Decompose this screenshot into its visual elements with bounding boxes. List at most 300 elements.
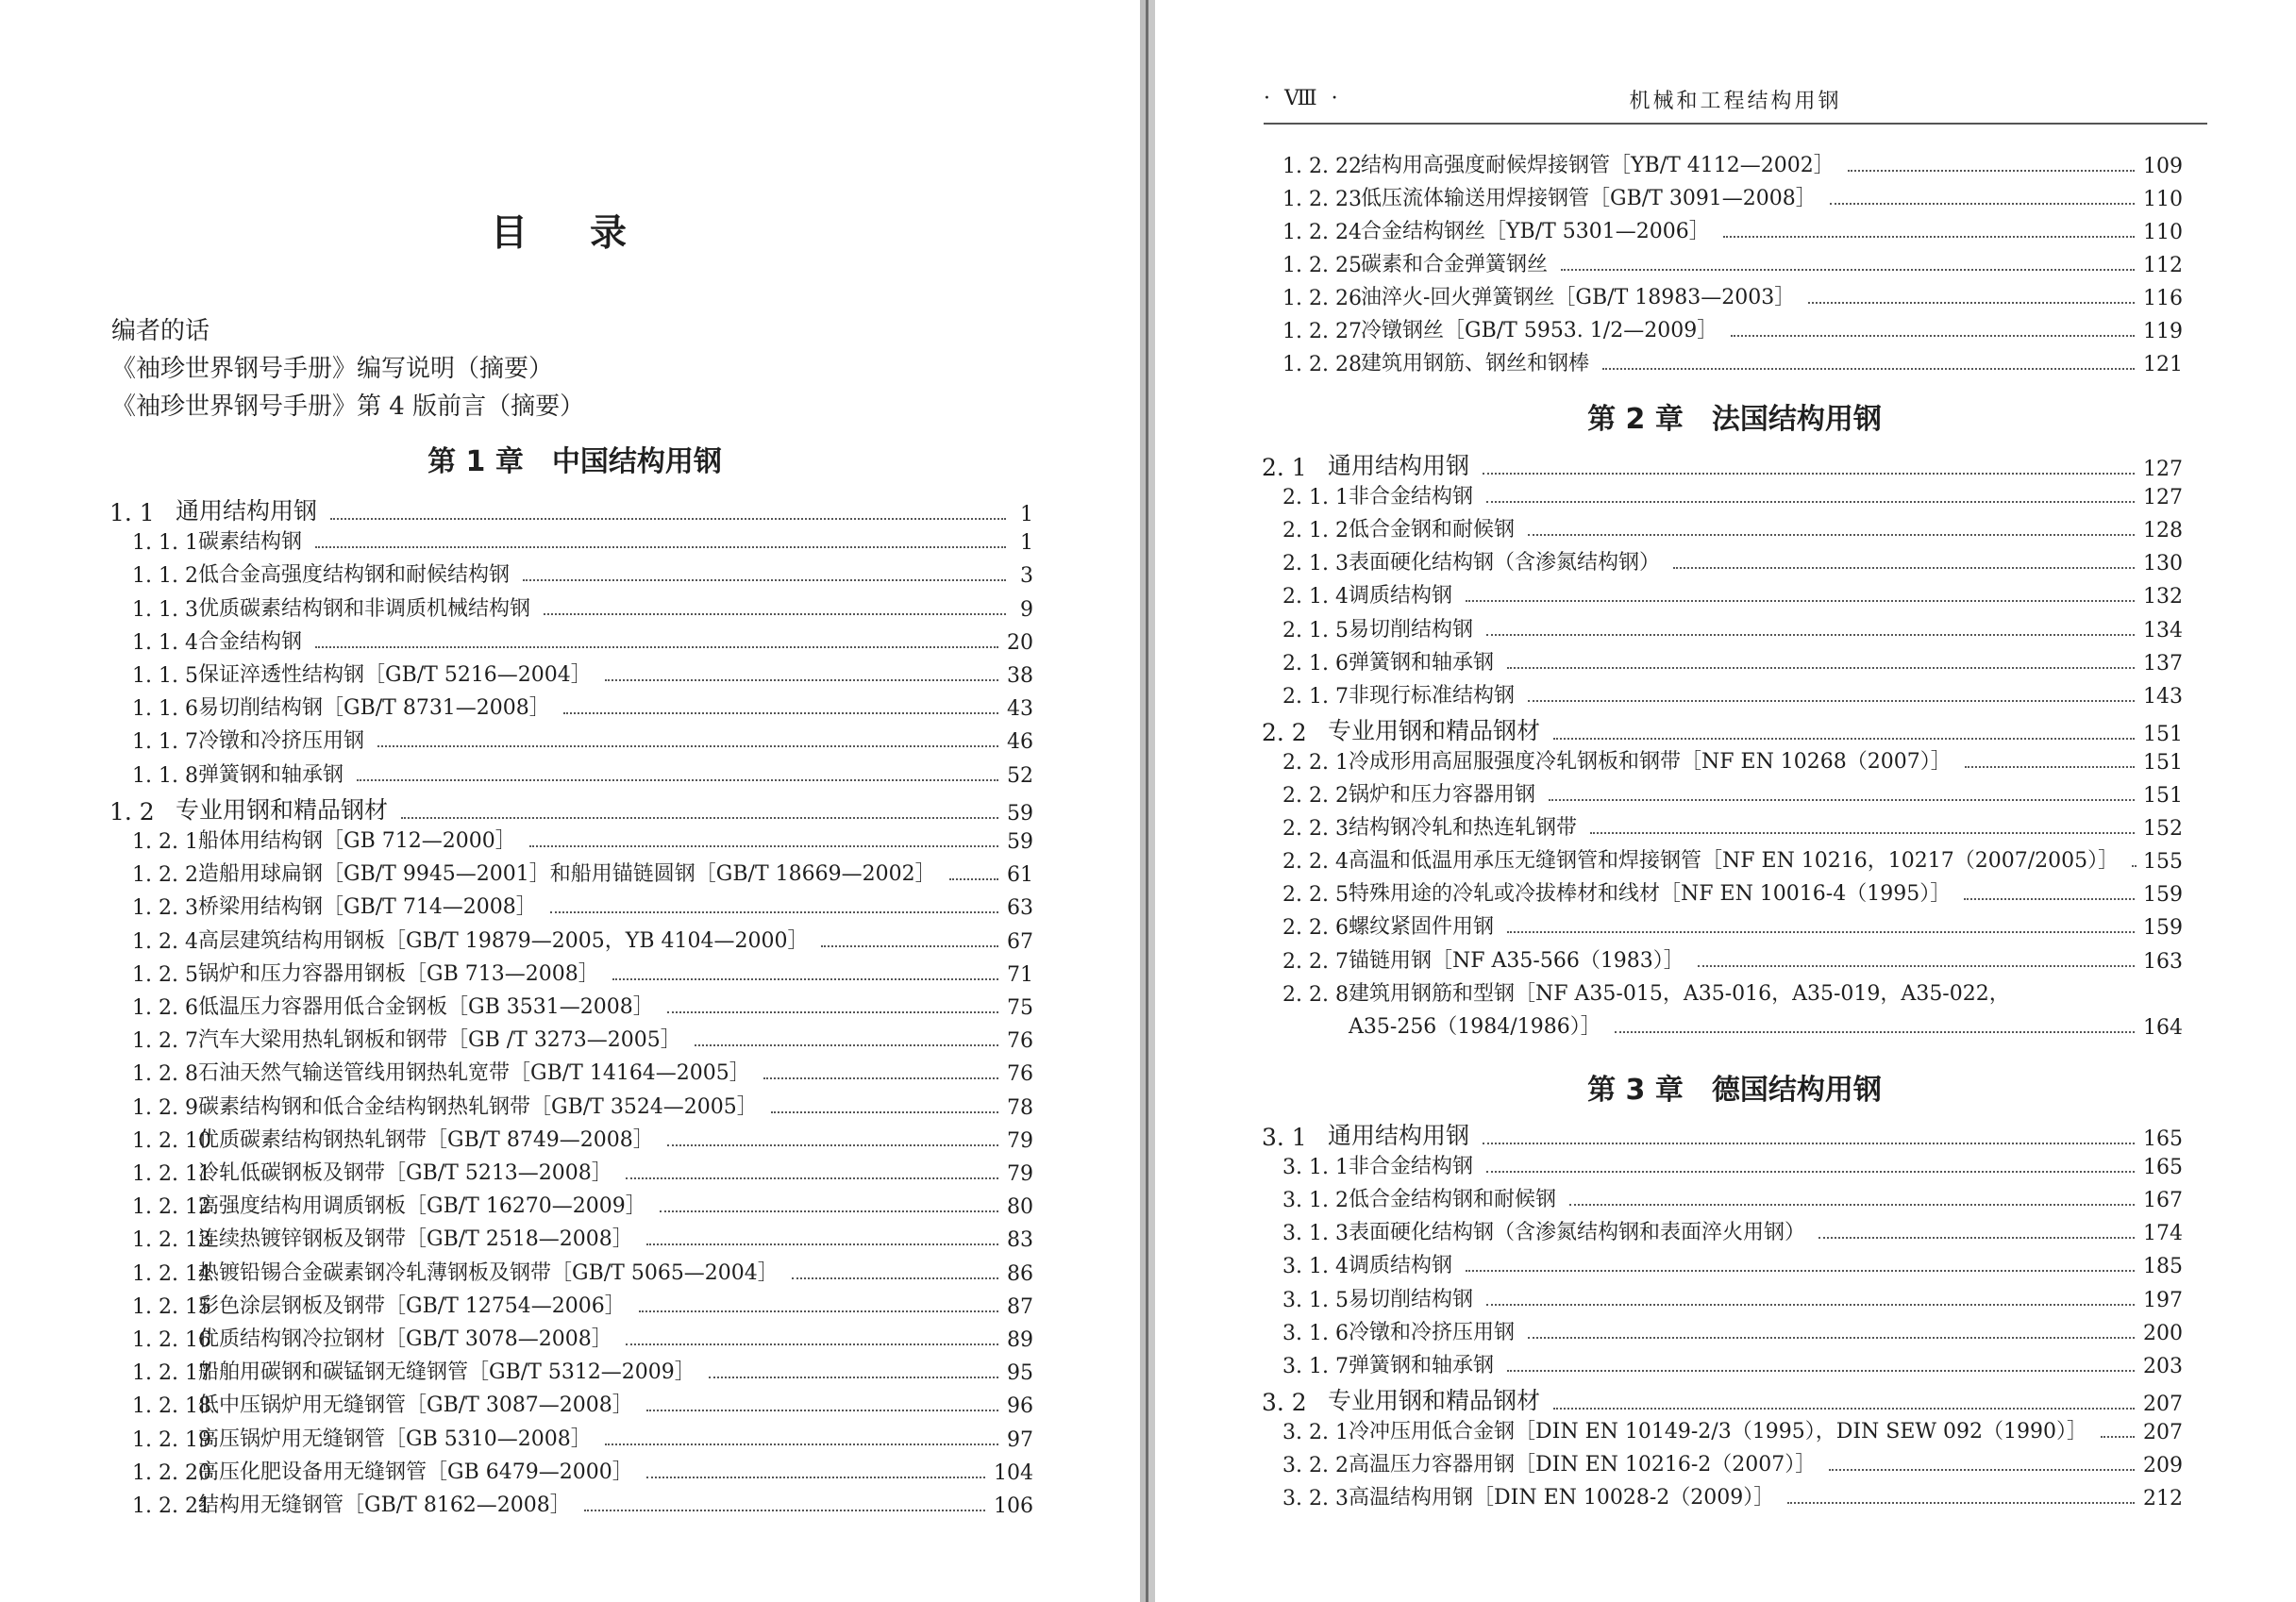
dot-leader <box>1590 832 2135 834</box>
toc-subsection-entry[interactable] <box>1282 613 2183 642</box>
toc-subsection-entry[interactable] <box>1282 1183 2183 1212</box>
toc-entry-number: 1. 2. 16 <box>132 1328 211 1352</box>
toc-entry-title: 造船用球扁钢［GB/T 9945—2001］和船用锚链圆钢［GB/T 18669—2002］ <box>198 862 936 887</box>
toc-subsection-entry[interactable] <box>1282 977 2183 1007</box>
toc-subsection-entry[interactable] <box>1282 182 2183 211</box>
toc-subsection-entry[interactable] <box>132 526 1033 555</box>
toc-page-number: 209 <box>2143 1454 2183 1477</box>
dot-leader <box>2101 1436 2135 1438</box>
toc-subsection-entry[interactable] <box>132 891 1033 920</box>
toc-entry-number: 1. 1. 7 <box>132 730 198 755</box>
toc-page-number: 106 <box>994 1494 1033 1518</box>
toc-subsection-entry[interactable] <box>132 1257 1033 1286</box>
toc-section-entry[interactable] <box>1262 1382 2183 1416</box>
toc-entry-title: 低温压力容器用低合金钢板［GB 3531—2008］ <box>198 995 654 1019</box>
toc-entry-title: A35-256（1984/1986）］ <box>1349 1014 1601 1039</box>
toc-subsection-entry[interactable] <box>1282 877 2183 907</box>
toc-entry-number: 1. 1. 2 <box>132 564 198 589</box>
toc-entry-number: 3. 1. 4 <box>1282 1255 1349 1279</box>
toc-subsection-entry[interactable] <box>132 692 1033 721</box>
toc-entry-number: 2. 2. 8 <box>1282 982 1349 1007</box>
toc-page-number: 116 <box>2143 287 2183 310</box>
toc-entry-number: 1. 2. 19 <box>132 1427 211 1452</box>
toc-page-number: 1 <box>1020 503 1033 526</box>
toc-page-number: 20 <box>1007 630 1033 655</box>
toc-entry-title: 彩色涂层钢板及钢带［GB/T 12754—2006］ <box>198 1293 626 1318</box>
toc-entry-number: 3. 2 <box>1262 1388 1307 1416</box>
dot-leader <box>1808 302 2135 304</box>
toc-entry-number: 2. 1. 6 <box>1282 651 1349 676</box>
toc-page-number: 76 <box>1007 1062 1033 1087</box>
toc-section-entry[interactable] <box>109 792 1033 826</box>
toc-subsection-entry[interactable] <box>1282 347 2183 376</box>
toc-page-number: 110 <box>2143 188 2183 211</box>
dot-leader <box>1466 600 2135 602</box>
toc-page-number: 75 <box>1007 996 1033 1020</box>
toc-subsection-entry[interactable] <box>132 1356 1033 1385</box>
toc-entry-number: 2. 2. 4 <box>1282 850 1349 875</box>
toc-entry-number: 1. 2. 24 <box>1282 221 1362 244</box>
toc-page-number: 207 <box>2143 1420 2183 1444</box>
toc-entry-number: 1. 2. 20 <box>132 1460 211 1485</box>
toc-page-number: 134 <box>2143 618 2183 642</box>
toc-subsection-entry[interactable] <box>1282 1316 2183 1345</box>
toc-subsection-entry[interactable] <box>132 825 1033 854</box>
toc-subsection-entry[interactable] <box>132 559 1033 588</box>
toc-subsection-entry[interactable] <box>132 1223 1033 1252</box>
toc-section-entry[interactable] <box>1262 1117 2183 1151</box>
dot-leader <box>639 1310 998 1312</box>
dot-leader <box>550 911 998 913</box>
toc-entry-title: 高温压力容器用钢［DIN EN 10216-2（2007）］ <box>1349 1453 1817 1477</box>
preface-editor-note[interactable]: 编者的话 <box>111 317 210 345</box>
dot-leader <box>1561 269 2135 271</box>
header-page-number: · Ⅷ · <box>1264 87 1342 110</box>
toc-entry-title: 低中压锅炉用无缝钢管［GB/T 3087—2008］ <box>198 1393 633 1418</box>
toc-entry-title: 结构钢冷轧和热连轧钢带 <box>1349 816 1578 841</box>
toc-entry-number: 1. 1. 4 <box>132 630 198 655</box>
toc-entry-number: 3. 2. 2 <box>1282 1454 1349 1477</box>
toc-page-number: 83 <box>1007 1228 1033 1253</box>
dot-leader <box>401 817 998 819</box>
toc-entry-title: 冷镦和冷挤压用钢 <box>1349 1320 1516 1344</box>
toc-page-number: 110 <box>2143 221 2183 244</box>
toc-entry-title: 高强度结构用调质钢板［GB/T 16270—2009］ <box>198 1194 646 1219</box>
dot-leader <box>1673 567 2135 569</box>
toc-subsection-entry[interactable] <box>132 725 1033 754</box>
toc-entry-number: 2. 1. 5 <box>1282 618 1349 642</box>
toc-entry-number: 3. 1. 6 <box>1282 1321 1349 1345</box>
toc-entry-title: 低合金结构钢和耐候钢 <box>1349 1188 1557 1212</box>
toc-entry-title: 冷轧低碳钢板及钢带［GB/T 5213—2008］ <box>198 1161 612 1185</box>
dot-leader <box>1528 534 2135 536</box>
toc-entry-number: 2. 1 <box>1262 454 1307 481</box>
toc-page-number: 97 <box>1007 1427 1033 1452</box>
dot-leader <box>605 679 998 681</box>
toc-entry-title: 非合金结构钢 <box>1349 485 1474 509</box>
toc-entry-title: 专业用钢和精品钢材 <box>176 795 389 824</box>
toc-subsection-entry[interactable] <box>1282 215 2183 244</box>
dot-leader <box>709 1377 998 1378</box>
toc-entry-number: 1. 2. 11 <box>132 1162 211 1186</box>
toc-subsection-entry[interactable] <box>132 925 1033 954</box>
dot-leader <box>763 1077 998 1079</box>
toc-subsection-entry[interactable] <box>132 592 1033 622</box>
toc-subsection-entry[interactable] <box>1282 910 2183 940</box>
toc-entry-title: 螺纹紧固件用钢 <box>1349 915 1495 940</box>
toc-entry-number: 1. 2. 17 <box>132 1361 211 1386</box>
preface-compile-notes[interactable]: 《袖珍世界钢号手册》编写说明（摘要） <box>111 355 554 383</box>
dot-leader <box>315 546 1006 548</box>
dot-leader <box>1723 236 2135 238</box>
toc-page-number: 155 <box>2143 850 2183 875</box>
toc-page-number: 203 <box>2143 1354 2183 1378</box>
toc-section-entry[interactable] <box>1262 447 2183 481</box>
dot-leader <box>821 945 998 947</box>
toc-entry-number: 1. 1 <box>109 499 155 526</box>
toc-page-number: 163 <box>2143 949 2183 974</box>
dot-leader <box>695 1044 998 1046</box>
toc-subsection-entry[interactable] <box>1282 844 2183 874</box>
toc-subsection-entry[interactable] <box>1282 1415 2183 1444</box>
toc-entry-number: 2. 1. 7 <box>1282 684 1349 709</box>
toc-entry-number: 2. 2. 2 <box>1282 784 1349 808</box>
toc-page-number: 79 <box>1007 1128 1033 1153</box>
toc-page-number: 121 <box>2143 353 2183 376</box>
dot-leader <box>1569 1204 2135 1206</box>
toc-page-number: 89 <box>1007 1328 1033 1352</box>
toc-entry-number: 1. 2. 15 <box>132 1294 211 1319</box>
toc-page-number: 96 <box>1007 1394 1033 1419</box>
toc-entry-title: 特殊用途的冷轧或冷拔棒材和线材［NF EN 10016-4（1995）］ <box>1349 882 1952 907</box>
dot-leader <box>1731 335 2135 337</box>
toc-entry-number: 1. 2. 26 <box>1282 287 1362 310</box>
toc-entry-title: 调质结构钢 <box>1349 584 1453 609</box>
toc-entry-number: 1. 2. 12 <box>132 1195 211 1220</box>
dot-leader <box>792 1277 998 1279</box>
toc-subsection-entry[interactable] <box>1282 679 2183 709</box>
toc-subsection-entry[interactable] <box>132 626 1033 655</box>
dot-leader <box>660 1210 998 1212</box>
toc-subsection-entry[interactable] <box>132 1456 1033 1485</box>
toc-page-number: 61 <box>1007 863 1033 888</box>
toc-entry-title: 建筑用钢筋、钢丝和钢棒 <box>1361 352 1590 375</box>
toc-entry-title: 高层建筑结构用钢板［GB/T 19879—2005，YB 4104—2000］ <box>198 928 809 953</box>
toc-entry-title: 非现行标准结构钢 <box>1349 683 1516 708</box>
page-gutter-shadow <box>1148 0 1155 1602</box>
toc-subsection-entry[interactable] <box>1282 1010 2183 1040</box>
dot-leader <box>667 1144 998 1146</box>
toc-subsection-entry[interactable] <box>132 1323 1033 1352</box>
toc-subsection-entry[interactable] <box>1282 646 2183 676</box>
toc-entry-title: 调质结构钢 <box>1349 1254 1453 1278</box>
toc-page-number: 165 <box>2143 1127 2183 1151</box>
toc-entry-number: 1. 2. 10 <box>132 1128 211 1153</box>
toc-title: 目录 <box>491 211 690 255</box>
toc-subsection-entry[interactable] <box>132 1423 1033 1452</box>
toc-entry-number: 3. 1. 5 <box>1282 1288 1349 1312</box>
toc-entry-title: 连续热镀锌钢板及钢带［GB/T 2518—2008］ <box>198 1227 633 1252</box>
toc-page-number: 159 <box>2143 883 2183 908</box>
toc-entry-title: 优质结构钢冷拉钢材［GB/T 3078—2008］ <box>198 1327 612 1351</box>
toc-page-number: 212 <box>2143 1487 2183 1511</box>
toc-entry-title: 热镀铅锡合金碳素钢冷轧薄钢板及钢带［GB/T 5065—2004］ <box>198 1260 779 1285</box>
toc-entry-title: 表面硬化结构钢（含渗氮结构钢和表面淬火用钢） <box>1349 1221 1806 1245</box>
toc-entry-number: 3. 1 <box>1262 1124 1307 1151</box>
toc-entry-number: 1. 1. 5 <box>132 664 198 688</box>
toc-subsection-entry[interactable] <box>1282 149 2183 178</box>
toc-page-number: 137 <box>2143 651 2183 676</box>
dot-leader <box>1553 738 2135 740</box>
dot-leader <box>1787 1502 2135 1504</box>
toc-entry-number: 2. 2. 1 <box>1282 750 1349 775</box>
toc-entry-number: 3. 1. 1 <box>1282 1156 1349 1180</box>
toc-section-entry[interactable] <box>109 492 1033 526</box>
toc-subsection-entry[interactable] <box>132 1157 1033 1186</box>
toc-entry-title: 锅炉和压力容器用钢 <box>1349 783 1536 807</box>
dot-leader <box>646 1477 985 1478</box>
chapter-2-heading: 第 2 章 法国结构用钢 <box>1587 403 1882 436</box>
toc-entry-title: 锅炉和压力容器用钢板［GB 713—2008］ <box>198 961 599 986</box>
toc-page-number: 67 <box>1007 929 1033 954</box>
toc-entry-title: 优质碳素结构钢热轧钢带［GB/T 8749—2008］ <box>198 1127 654 1152</box>
dot-leader <box>1830 203 2135 205</box>
toc-page-number: 104 <box>994 1460 1033 1485</box>
toc-entry-title: 通用结构用钢 <box>176 497 318 525</box>
toc-entry-number: 2. 1. 1 <box>1282 486 1349 510</box>
dot-leader <box>1528 700 2135 702</box>
toc-page-number: 1 <box>1020 531 1033 556</box>
toc-section-entry[interactable] <box>1262 712 2183 746</box>
toc-subsection-entry[interactable] <box>1282 1150 2183 1179</box>
toc-subsection-entry[interactable] <box>132 1489 1033 1518</box>
toc-page-number: 87 <box>1007 1294 1033 1319</box>
toc-entry-title: 非合金结构钢 <box>1349 1155 1474 1179</box>
toc-entry-title: 碳素和合金弹簧钢丝 <box>1361 253 1549 276</box>
toc-subsection-entry[interactable] <box>1282 1349 2183 1378</box>
dot-leader <box>646 1243 998 1245</box>
dot-leader <box>377 745 998 747</box>
toc-entry-number: 1. 2. 14 <box>132 1261 211 1286</box>
dot-leader <box>949 878 998 880</box>
toc-entry-title: 船体用结构钢［GB 712—2000］ <box>198 829 516 853</box>
toc-entry-number: 2. 2. 3 <box>1282 817 1349 842</box>
toc-subsection-entry[interactable] <box>1282 281 2183 310</box>
toc-subsection-entry[interactable] <box>132 1190 1033 1219</box>
toc-entry-title: 易切削结构钢 <box>1349 617 1474 642</box>
toc-page-number: 43 <box>1007 697 1033 722</box>
toc-entry-title: 保证淬透性结构钢［GB/T 5216—2004］ <box>198 663 592 687</box>
toc-entry-title: 高温和低温用承压无缝钢管和焊接钢管［NF EN 10216，10217（2007/2005）］ <box>1349 849 2120 874</box>
toc-subsection-entry[interactable] <box>1282 579 2183 609</box>
toc-entry-title: 冷成形用高屈服强度冷轧钢板和钢带［NF EN 10268（2007）］ <box>1349 749 1952 774</box>
toc-entry-title: 弹簧钢和轴承钢 <box>1349 650 1495 675</box>
toc-entry-title: 冷冲压用低合金钢［DIN EN 10149-2/3（1995），DIN SEW 092（1990）］ <box>1349 1419 2087 1443</box>
dot-leader <box>1829 1469 2135 1471</box>
toc-subsection-entry[interactable] <box>1282 248 2183 277</box>
toc-subsection-entry[interactable] <box>1282 1448 2183 1477</box>
dot-leader <box>2132 865 2135 867</box>
dot-leader <box>563 712 998 714</box>
toc-page-number: 128 <box>2143 519 2183 543</box>
toc-entry-number: 3. 1. 3 <box>1282 1222 1349 1246</box>
toc-entry-number: 3. 2. 1 <box>1282 1420 1349 1444</box>
toc-page-number: 167 <box>2143 1189 2183 1213</box>
toc-subsection-entry[interactable] <box>132 858 1033 887</box>
toc-entry-number: 1. 2. 22 <box>1282 155 1362 178</box>
toc-page-number: 52 <box>1007 763 1033 788</box>
toc-entry-number: 2. 2. 5 <box>1282 883 1349 908</box>
toc-entry-title: 高压锅炉用无缝钢管［GB 5310—2008］ <box>198 1427 592 1451</box>
toc-subsection-entry[interactable] <box>132 958 1033 987</box>
toc-entry-number: 1. 2. 5 <box>132 962 198 987</box>
toc-page-number: 86 <box>1007 1261 1033 1286</box>
dot-leader <box>1964 898 2135 900</box>
dot-leader <box>1483 473 2135 475</box>
toc-page-number: 130 <box>2143 552 2183 576</box>
toc-page-number: 132 <box>2143 585 2183 609</box>
toc-page-number: 9 <box>1020 597 1033 622</box>
toc-page-number: 174 <box>2143 1222 2183 1246</box>
dot-leader <box>1528 1337 2135 1339</box>
toc-entry-number: 1. 2. 2 <box>132 863 198 888</box>
toc-entry-title: 结构用高强度耐候焊接钢管［YB/T 4112—2002］ <box>1361 154 1835 177</box>
toc-entry-title: 碳素结构钢和低合金结构钢热轧钢带［GB/T 3524—2005］ <box>198 1094 758 1119</box>
toc-entry-title: 石油天然气输送管线用钢热轧宽带［GB/T 14164—2005］ <box>198 1061 750 1086</box>
toc-entry-number: 2. 1. 4 <box>1282 585 1349 609</box>
toc-entry-title: 船舶用碳钢和碳锰钢无缝钢管［GB/T 5312—2009］ <box>198 1360 696 1385</box>
toc-page-number: 152 <box>2143 817 2183 842</box>
toc-subsection-entry[interactable] <box>132 1124 1033 1153</box>
toc-subsection-entry[interactable] <box>132 1389 1033 1418</box>
toc-subsection-entry[interactable] <box>132 1290 1033 1319</box>
dot-leader <box>1848 170 2135 172</box>
dot-leader <box>1965 766 2135 768</box>
toc-entry-title: 建筑用钢筋和型钢［NF A35-015，A35-016，A35-019，A35-022， <box>1349 981 2010 1006</box>
dot-leader <box>529 845 998 847</box>
toc-entry-title: 易切削结构钢［GB/T 8731—2008］ <box>198 696 550 721</box>
toc-subsection-entry[interactable] <box>1282 546 2183 576</box>
toc-page-number: 197 <box>2143 1288 2183 1312</box>
toc-entry-number: 1. 1. 6 <box>132 697 198 722</box>
toc-page-number: 119 <box>2143 320 2183 343</box>
toc-page-number: 38 <box>1007 664 1033 688</box>
toc-page-number: 207 <box>2143 1392 2183 1416</box>
dot-leader <box>667 1011 998 1013</box>
toc-entry-number: 3. 2. 3 <box>1282 1487 1349 1511</box>
toc-page-number: 159 <box>2143 916 2183 941</box>
toc-page-number: 95 <box>1007 1361 1033 1386</box>
header-rule <box>1264 123 2207 125</box>
toc-subsection-entry[interactable] <box>1282 1249 2183 1278</box>
toc-entry-number: 1. 2. 1 <box>132 830 198 854</box>
toc-subsection-entry[interactable] <box>1282 480 2183 509</box>
toc-entry-title: 锚链用钢［NF A35-566（1983）］ <box>1349 948 1684 973</box>
toc-subsection-entry[interactable] <box>1282 778 2183 808</box>
header-book-title: 机械和工程结构用钢 <box>1629 90 1842 113</box>
toc-entry-number: 1. 2. 4 <box>132 929 198 954</box>
toc-page-number: 76 <box>1007 1029 1033 1054</box>
toc-entry-title: 表面硬化结构钢（含渗氮结构钢） <box>1349 551 1661 576</box>
dot-leader <box>523 579 1006 581</box>
toc-subsection-entry[interactable] <box>1282 1283 2183 1312</box>
toc-subsection-entry[interactable] <box>1282 513 2183 542</box>
preface-fourth-edition[interactable]: 《袖珍世界钢号手册》第 4 版前言（摘要） <box>111 392 585 421</box>
toc-entry-title: 冷镦和冷挤压用钢 <box>198 729 365 754</box>
dot-leader <box>646 1410 998 1411</box>
toc-page-number: 185 <box>2143 1255 2183 1279</box>
toc-entry-number: 1. 2. 28 <box>1282 353 1362 376</box>
dot-leader <box>612 978 998 980</box>
toc-entry-number: 1. 2. 18 <box>132 1394 211 1419</box>
toc-subsection-entry[interactable] <box>1282 811 2183 841</box>
toc-entry-number: 2. 2. 7 <box>1282 949 1349 974</box>
dot-leader <box>1553 1408 2135 1410</box>
toc-page-number: 151 <box>2143 750 2183 775</box>
toc-subsection-entry[interactable] <box>1282 1216 2183 1245</box>
toc-page-number: 78 <box>1007 1095 1033 1120</box>
toc-subsection-entry[interactable] <box>1282 314 2183 343</box>
toc-entry-number: 1. 2. 27 <box>1282 320 1362 343</box>
dot-leader <box>771 1111 998 1113</box>
toc-subsection-entry[interactable] <box>1282 1481 2183 1510</box>
toc-entry-number: 1. 1. 8 <box>132 763 198 788</box>
dot-leader <box>315 646 998 648</box>
toc-entry-title: 合金结构钢 <box>198 629 303 654</box>
dot-leader <box>605 1443 998 1445</box>
dot-leader <box>1698 965 2135 967</box>
toc-page-number: 80 <box>1007 1195 1033 1220</box>
toc-entry-title: 低合金高强度结构钢和耐候结构钢 <box>198 563 511 588</box>
dot-leader <box>1486 501 2135 503</box>
toc-subsection-entry[interactable] <box>1282 745 2183 775</box>
toc-page-number: 109 <box>2143 155 2183 178</box>
toc-page-number: 46 <box>1007 730 1033 755</box>
toc-page-number: 59 <box>1007 830 1033 854</box>
dot-leader <box>1483 1143 2135 1144</box>
dot-leader <box>330 518 1006 520</box>
toc-page-number: 151 <box>2143 784 2183 808</box>
toc-subsection-entry[interactable] <box>132 1091 1033 1120</box>
toc-subsection-entry[interactable] <box>132 1057 1033 1086</box>
toc-entry-title: 汽车大梁用热轧钢板和钢带［GB /T 3273—2005］ <box>198 1028 681 1053</box>
dot-leader <box>1615 1031 2135 1033</box>
toc-entry-number: 1. 2. 9 <box>132 1095 198 1120</box>
chapter-3-heading: 第 3 章 德国结构用钢 <box>1587 1074 1882 1107</box>
toc-entry-number: 1. 2 <box>109 797 155 826</box>
toc-entry-title: 油淬火-回火弹簧钢丝［GB/T 18983—2003］ <box>1361 286 1796 309</box>
toc-entry-number: 2. 2. 6 <box>1282 916 1349 941</box>
dot-leader <box>1466 1270 2135 1272</box>
toc-entry-title: 结构用无缝钢管［GB/T 8162—2008］ <box>198 1494 571 1517</box>
dot-leader <box>1549 799 2135 801</box>
toc-subsection-entry[interactable] <box>132 659 1033 688</box>
toc-subsection-entry[interactable] <box>132 1024 1033 1053</box>
dot-leader <box>626 1177 998 1179</box>
toc-entry-number: 1. 2. 21 <box>132 1494 211 1518</box>
toc-subsection-entry[interactable] <box>132 759 1033 788</box>
toc-entry-title: 高压化肥设备用无缝钢管［GB 6479—2000］ <box>198 1460 633 1484</box>
toc-entry-title: 通用结构用钢 <box>1328 1122 1470 1149</box>
toc-entry-title: 冷镦钢丝［GB/T 5953. 1/2—2009］ <box>1361 319 1718 342</box>
toc-entry-title: 高温结构用钢［DIN EN 10028-2（2009）］ <box>1349 1486 1775 1510</box>
dot-leader <box>1486 634 2135 636</box>
toc-page-number: 127 <box>2143 486 2183 510</box>
toc-entry-title: 桥梁用结构钢［GB/T 714—2008］ <box>198 895 537 920</box>
toc-subsection-entry[interactable] <box>1282 944 2183 974</box>
dot-leader <box>1602 368 2135 370</box>
toc-subsection-entry[interactable] <box>132 991 1033 1020</box>
